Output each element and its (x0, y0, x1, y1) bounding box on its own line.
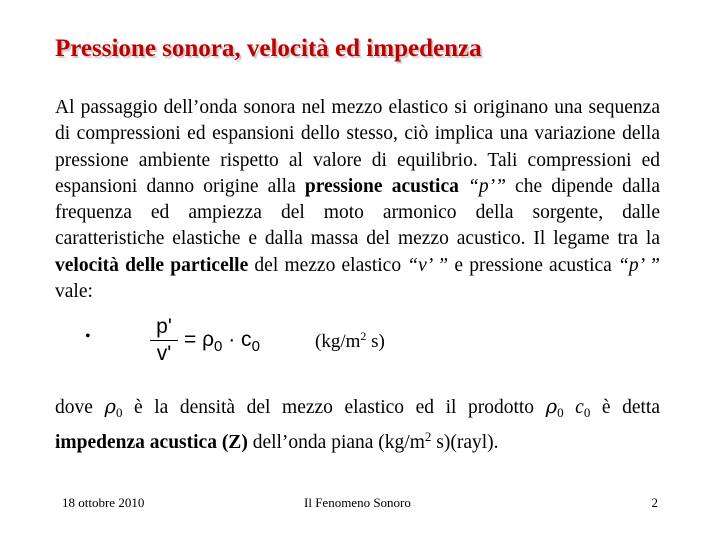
unit-prefix: (kg/m (315, 331, 361, 352)
intro-text-1: Al passaggio dell’onda sonora nel mezzo elastico si originano una sequenza di compressioni ed espansioni dello stesso, ciò implica una variazione della pressione ambiente rispetto al valore di equilibrio. Tali compressioni ed espansioni danno origine alla (55, 97, 660, 197)
intro-text-5: vale: (55, 281, 93, 303)
rho-subscript: 0 (115, 405, 123, 420)
fraction-numerator: p' (156, 315, 172, 338)
intro-paragraph (55, 95, 660, 305)
unit-exponent: 2 (360, 329, 367, 343)
def-exponent: 2 (424, 429, 432, 444)
def-text-2: è la densità del mezzo elastico ed il prodotto (122, 397, 546, 418)
rho-symbol-2: ρ (545, 395, 558, 418)
c-subscript: 0 (583, 405, 591, 420)
term-pressione-acustica: pressione acustica (304, 175, 459, 197)
c-symbol: c (563, 397, 584, 418)
bullet: • (85, 328, 91, 345)
def-text-3: è detta (590, 397, 660, 418)
rho-symbol: ρ (104, 395, 116, 418)
def-text-1: dove (55, 397, 105, 418)
formula-right-side (184, 328, 260, 355)
term-impedenza-acustica: impedenza acustica (Z) (55, 432, 248, 453)
formula-equals-rho: = ρ (184, 328, 215, 351)
intro-text-4: e pressione acustica (448, 254, 619, 276)
def-text-4: dell’onda piana (kg/m (247, 432, 425, 453)
unit-suffix: s) (366, 331, 385, 352)
formula-fraction (150, 315, 178, 366)
def-text-5: s)(rayl). (431, 432, 499, 453)
definition-paragraph (55, 389, 660, 460)
term-velocita-particelle: velocità delle particelle (55, 254, 249, 276)
footer-date: 18 ottobre 2010 (62, 495, 145, 510)
formula-subscript-c: 0 (251, 338, 260, 355)
rho-subscript-2: 0 (557, 405, 564, 420)
slide-title: Pressione sonora, velocità ed impedenza (55, 35, 482, 62)
formula-unit (315, 329, 385, 352)
symbol-p: “p’” (467, 175, 506, 197)
formula-subscript-rho: 0 (214, 338, 223, 355)
symbol-v: “v’ ” (407, 254, 449, 276)
formula-dot-c: · c (222, 328, 252, 351)
fraction-denominator: v' (156, 342, 172, 365)
page-number: 2 (651, 495, 658, 510)
symbol-p-2: “p’ ” (618, 254, 660, 276)
fraction-bar (150, 340, 178, 341)
intro-text-2: che dipende dalla frequenza ed ampiezza del moto armonico della sorgente, dalle caratteristiche elastiche e dalla massa del mezzo acustico. Il legame tra la (55, 175, 661, 250)
intro-text-3: del mezzo elastico (248, 254, 408, 276)
formula-row (85, 313, 645, 373)
footer-title: Il Fenomeno Sonoro (304, 495, 411, 510)
